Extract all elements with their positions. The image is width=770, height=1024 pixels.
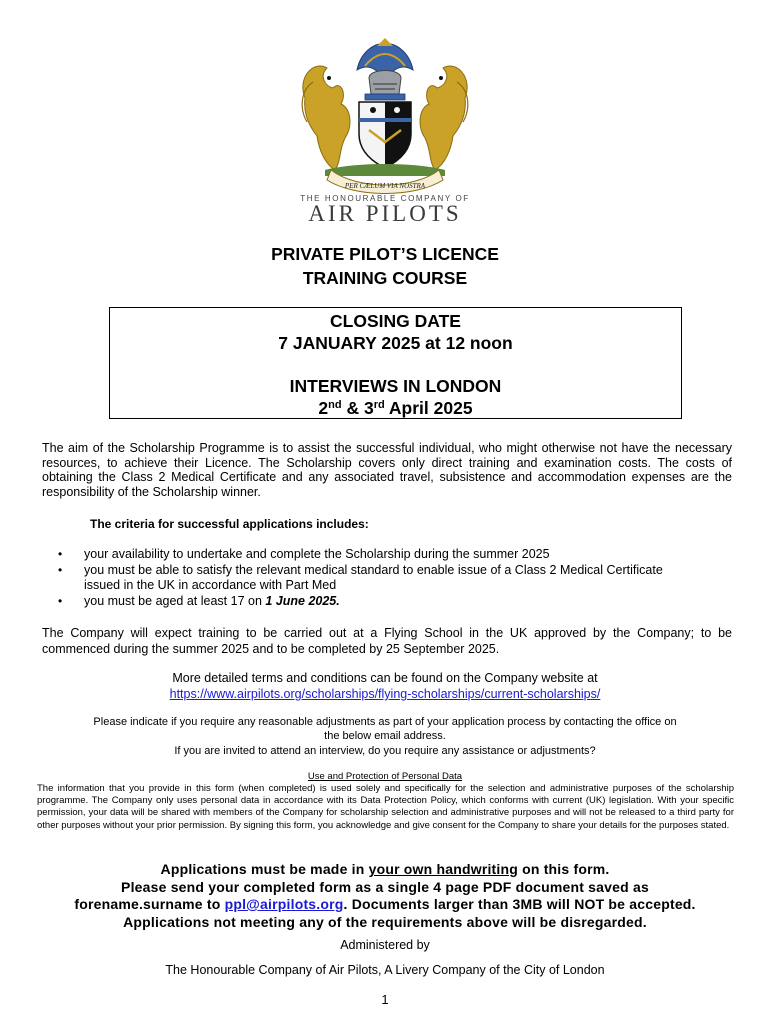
interview-day-1: 2 xyxy=(318,398,329,418)
apply-line-4: Applications not meeting any of the requirements above will be disregarded. xyxy=(123,913,647,930)
aim-paragraph: The aim of the Scholarship Programme is to assist the successful individual, who might otherwise not have the necessary resources, to achieve their Licence. The Scholarship covers only direct training and examination costs. The costs of obtaining the Class 2 Medical Certificate and any associated travel, subsistence and accommodation expenses are the responsibility of the Scholarship winner. xyxy=(42,441,732,499)
apply-handwriting: your own handwriting xyxy=(368,861,519,877)
terms-url-link[interactable]: https://www.airpilots.org/scholarships/flying-scholarships/current-scholarships/ xyxy=(169,687,601,701)
closing-date-value: 7 JANUARY 2025 at 12 noon xyxy=(278,333,513,353)
interview-day-2-suffix: rd xyxy=(373,399,385,411)
adjustments-line-2: the below email address. xyxy=(324,730,446,742)
privacy-paragraph: The information that you provide in this form (when completed) is used solely and specifically for the selection and administrative purposes of the scholarship programme. The Company only uses personal data in accordance with its Data Protection Policy, which conforms with current (UK) legislation. With your specific permission, your data will be shared with members of the Company for scholarship selection and administrative purposes and will not be released to a third party for other purposes without your prior permission. By signing this form, you acknowledge and give consent for the Company to share your details for the purposes stated. xyxy=(37,783,734,831)
company-name-large: AIR PILOTS xyxy=(308,201,462,226)
air-pilots-crest-logo xyxy=(295,38,475,196)
apply-line-3 xyxy=(0,896,770,914)
closing-date-box xyxy=(109,307,682,419)
interview-amp: & xyxy=(341,398,364,418)
interview-day-2: 3 xyxy=(363,398,374,418)
company-name-small: THE HONOURABLE COMPANY OF xyxy=(300,194,470,203)
criteria-text: you must be able to satisfy the relevant medical standard to enable issue of a Class 2 Medical Certificate issued in the UK in accordance with Part Med xyxy=(84,562,663,592)
apply-line-1-a: Applications must be made in xyxy=(160,861,369,877)
criteria-text: you must be aged at least 17 on xyxy=(84,593,266,608)
interview-dates xyxy=(110,397,681,420)
interview-month-year: April 2025 xyxy=(384,398,473,418)
administrator-name: The Honourable Company of Air Pilots, A Livery Company of the City of London xyxy=(165,963,605,977)
training-paragraph: The Company will expect training to be carried out at a Flying School in the UK approved by the Company; to be commenced during the summer 2025 and to be completed by 25 September 2025. xyxy=(42,626,732,656)
title-line-1: PRIVATE PILOT’S LICENCE xyxy=(271,244,499,264)
bullet-icon: • xyxy=(58,547,63,561)
apply-line-1 xyxy=(0,861,770,879)
interview-day-1-suffix: nd xyxy=(328,399,342,411)
terms-line: More detailed terms and conditions can be found on the Company website at xyxy=(172,671,598,685)
adjustments-line-3: If you are invited to attend an interview, do you require any assistance or adjustments? xyxy=(174,745,596,757)
email-link[interactable]: ppl@airpilots.org xyxy=(224,896,344,912)
adjustments-line-1: Please indicate if you require any reasonable adjustments as part of your application process by contacting the office on xyxy=(93,716,677,728)
apply-line-3-b: . Documents larger than 3MB will NOT be accepted. xyxy=(343,896,696,912)
page-number: 1 xyxy=(381,992,389,1007)
apply-line-2: Please send your completed form as a single 4 page PDF document saved as xyxy=(121,878,649,895)
interviews-label: INTERVIEWS IN LONDON xyxy=(289,376,502,396)
document-title xyxy=(0,242,770,290)
criteria-list xyxy=(58,547,698,609)
bullet-icon: • xyxy=(58,593,63,608)
criteria-text: your availability to undertake and complete the Scholarship during the summer 2025 xyxy=(84,547,550,561)
application-instructions xyxy=(0,861,770,931)
privacy-heading: Use and Protection of Personal Data xyxy=(307,771,463,782)
apply-line-1-b: on this form. xyxy=(518,861,610,877)
closing-date-label: CLOSING DATE xyxy=(330,311,461,331)
criteria-age-date: 1 June 2025. xyxy=(265,593,340,608)
list-item xyxy=(58,547,698,563)
motto-text: PER CÆLUM VIA NOSTRA xyxy=(344,182,426,190)
list-item xyxy=(58,563,698,594)
list-item xyxy=(58,594,698,610)
terms-link-row xyxy=(0,687,770,701)
apply-line-3-a: forename.surname to xyxy=(74,896,225,912)
title-line-2: TRAINING COURSE xyxy=(302,268,468,288)
criteria-heading: The criteria for successful applications includes: xyxy=(90,517,369,531)
bullet-icon: • xyxy=(58,562,63,577)
administered-by-label: Administered by xyxy=(340,938,430,952)
